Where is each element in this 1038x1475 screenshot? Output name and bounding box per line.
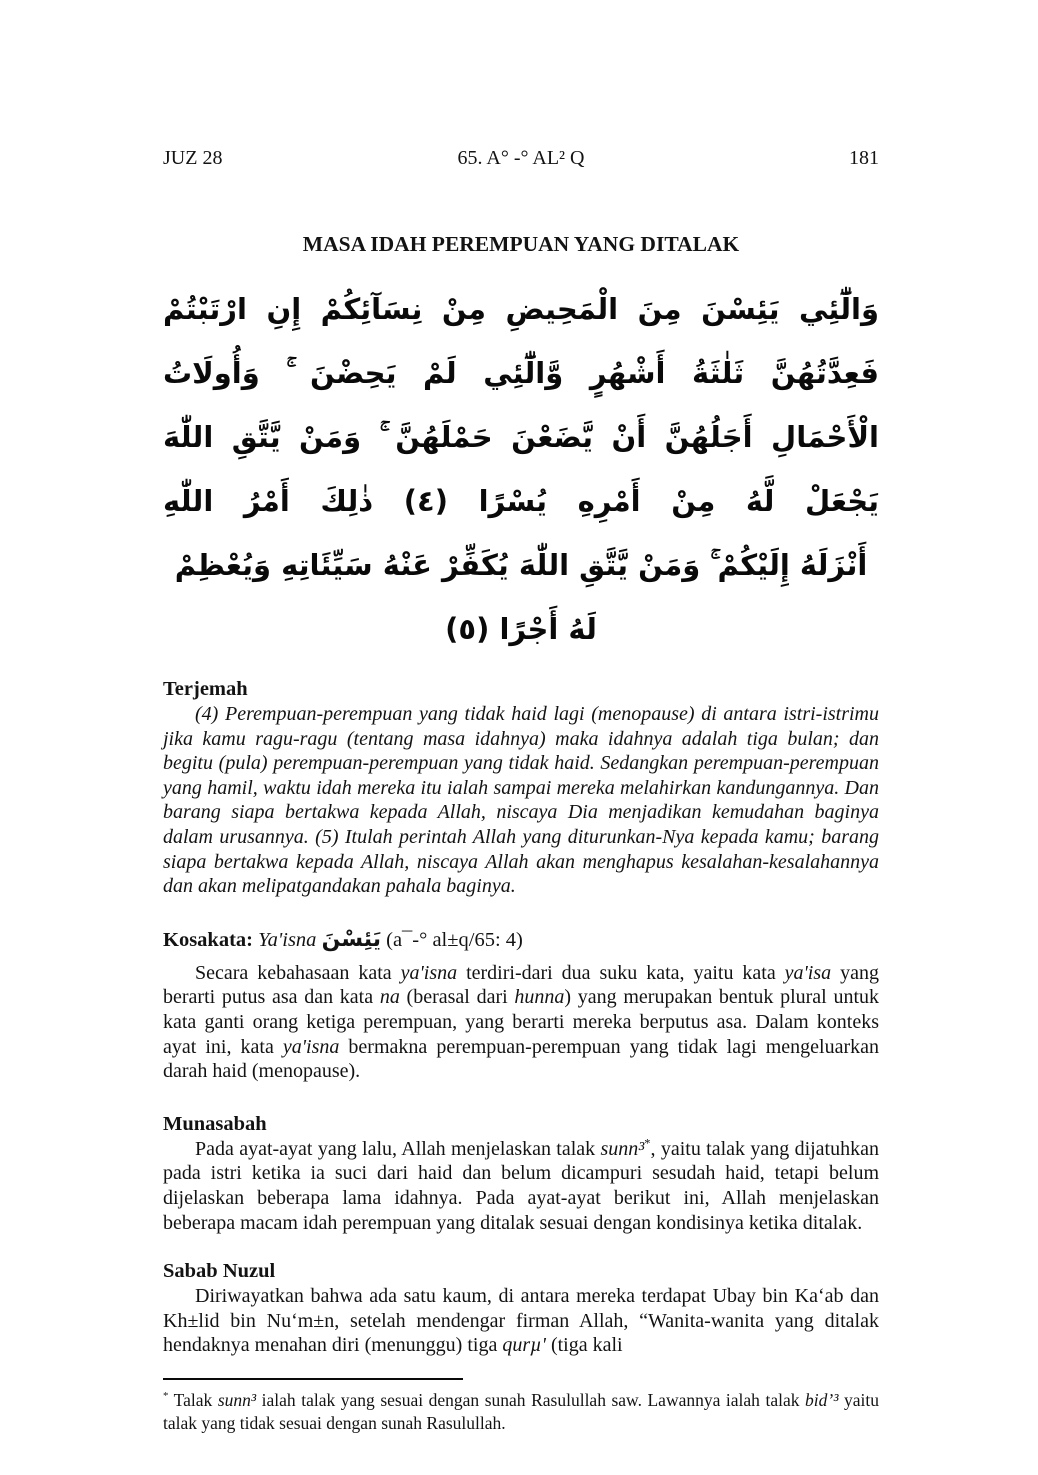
header-surah-title: 65. A° -° AL² Q — [457, 147, 585, 169]
sabab-nuzul-paragraph: Diriwayatkan bahwa ada satu kaum, di antara mereka terdapat Ubay bin Ka‘ab dan Kh±lid bin Nu‘m±n, setelah mendengar firman Allah, “Wanita-wanita yang ditalak hendaknya menahan diri (menunggu) tiga qurµ' (tiga kali — [163, 1285, 879, 1357]
munasabah-paragraph: Pada ayat-ayat yang lalu, Allah menjelaskan talak sunn³*, yaitu talak yang dijatuhkan pada istri ketika ia suci dari haid dan belum dicampuri sesudah haid, tetapi belum dijelaskan beberapa lama idahnya. Pada ayat-ayat berikut ini, Allah menjelaskan beberapa macam idah perempuan yang ditalak sesuai dengan kondisinya ketika ditalak. — [163, 1136, 879, 1234]
sabab-nuzul-heading: Sabab Nuzul — [163, 1260, 276, 1283]
footnote-text: * Talak sunn³ ialah talak yang sesuai dengan sunah Rasulullah saw. Lawannya ialah talak bid’³ yaitu talak yang tidak sesuai dengan sunah Rasulullah. — [163, 1389, 879, 1434]
page-content — [163, 0, 879, 1436]
arabic-verse-line-2: الْأَحْمَالِ أَجَلُهُنَّ أَنْ يَّضَعْنَ حَمْلَهُنَّ ۚ وَمَنْ يَّتَّقِ اللّٰهَ يَجْعَلْ لَّهُ مِنْ أَمْرِهِ يُسْرًا (٤) ذٰلِكَ أَمْرُ اللّٰهِ — [163, 420, 879, 518]
kosakata-paragraph: Secara kebahasaan kata ya'isna terdiri-dari dua suku kata, yaitu kata ya'isa yang berarti putus asa dan kata na (berasal dari hunna) yang merupakan bentuk plural untuk kata ganti orang ketiga perempuan, yang berarti mereka berputus asa. Dalam konteks ayat ini, kata ya'isna bermakna perempuan-perempuan yang tidak lagi mengeluarkan darah haid (menopause). — [163, 961, 879, 1083]
header-page-number: 181 — [849, 147, 879, 169]
footnote-separator — [163, 1378, 463, 1380]
header-juz: JUZ 28 — [163, 147, 223, 169]
kosakata-heading: Kosakata: Ya'isna يَئِسْنَ (a¯-° al±q/65: 4) — [163, 926, 523, 952]
footnote-block — [163, 1378, 879, 1436]
page-title: MASA IDAH PEREMPUAN YANG DITALAK — [302, 232, 740, 256]
arabic-verse-block — [163, 277, 879, 661]
terjemah-paragraph: (4) Perempuan-perempuan yang tidak haid lagi (menopause) di antara istri-istrimu jika kamu ragu-ragu (tentang masa idahnya) maka idahnya adalah tiga bulan; dan begitu (pula) perempuan-perempuan yang tidak haid. Sedangkan perempuan-perempuan yang hamil, waktu idah mereka itu ialah sampai mereka melahirkan kandungannya. Dan barang siapa bertakwa kepada Allah, niscaya Dia menjadikan kemudahan baginya dalam urusannya. (5) Itulah perintah Allah yang diturunkan-Nya kepada kamu; barang siapa bertakwa kepada Allah, niscaya Allah akan menghapus kesalahan-kesalahannya dan akan melipatgandakan pahala baginya. — [163, 703, 879, 898]
terjemah-heading: Terjemah — [163, 678, 248, 700]
page-header — [163, 145, 879, 171]
arabic-verse-line-3: أَنْزَلَهُ إِلَيْكُمْ ۚ وَمَنْ يَّتَّقِ اللّٰهَ يُكَفِّرْ عَنْهُ سَيِّئَاتِهِ وَيُعْظِمْ لَهُ أَجْرًا (٥) — [174, 548, 868, 646]
arabic-verse-line-1: وَالّٰٓئِي يَئِسْنَ مِنَ الْمَحِيضِ مِنْ نِسَآئِكُمْ إِنِ ارْتَبْتُمْ فَعِدَّتُهُنَّ ثَلٰثَةُ أَشْهُرٍ وَّالّٰٓئِي لَمْ يَحِضْنَ ۚ وَأُولَاتُ — [163, 292, 879, 390]
munasabah-heading: Munasabah — [163, 1112, 267, 1135]
